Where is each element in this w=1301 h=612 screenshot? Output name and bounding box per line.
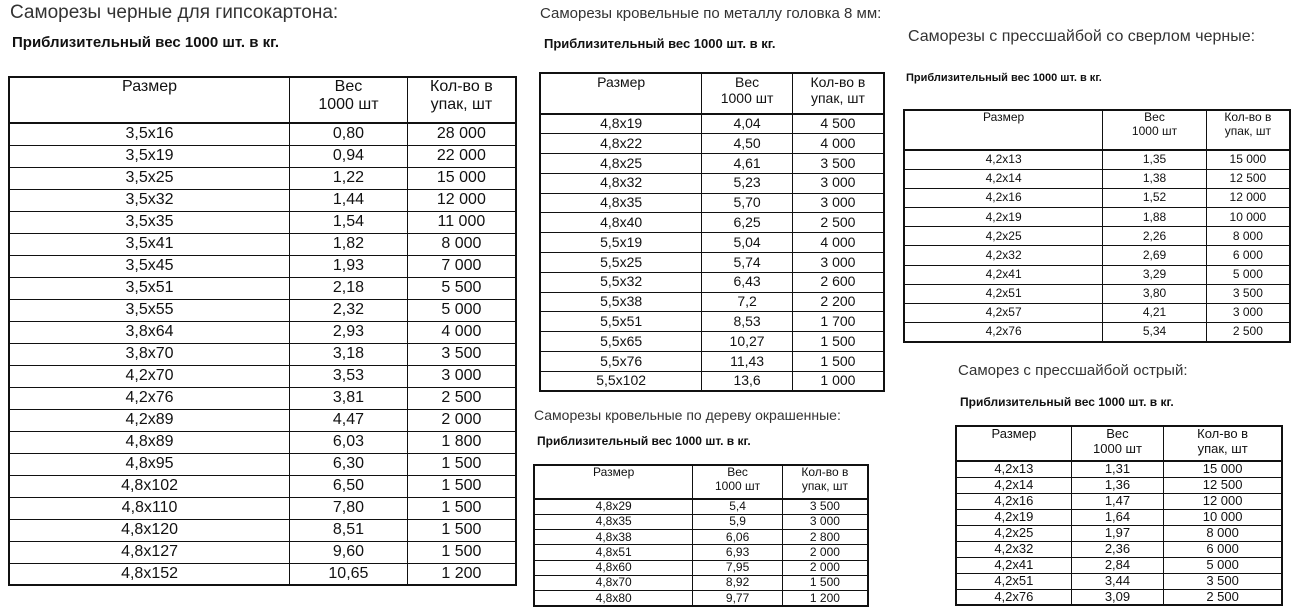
pack-quantity-cell: 2 000 bbox=[782, 560, 868, 575]
table-row bbox=[9, 431, 516, 453]
size-cell: 5,5x76 bbox=[540, 352, 702, 372]
table-row bbox=[9, 189, 516, 211]
size-cell: 4,2x19 bbox=[956, 509, 1071, 525]
pack-quantity-cell: 4 000 bbox=[792, 233, 884, 253]
pack-quantity-cell: 5 000 bbox=[1164, 557, 1282, 573]
pack-quantity-cell: 15 000 bbox=[1206, 150, 1290, 169]
size-cell: 4,8x60 bbox=[534, 560, 693, 575]
size-cell: 4,2x25 bbox=[956, 525, 1071, 541]
size-cell: 4,8x70 bbox=[534, 575, 693, 590]
weight-cell: 5,9 bbox=[693, 514, 783, 529]
size-cell: 5,5x65 bbox=[540, 332, 702, 352]
table-row bbox=[904, 208, 1290, 227]
pack-quantity-cell: 15 000 bbox=[1164, 461, 1282, 477]
pack-quantity-cell: 10 000 bbox=[1206, 208, 1290, 227]
pack-quantity-cell: 5 000 bbox=[1206, 265, 1290, 284]
weight-cell: 5,23 bbox=[702, 173, 793, 193]
size-cell: 4,8x127 bbox=[9, 541, 290, 563]
pack-quantity-cell: 12 000 bbox=[1206, 188, 1290, 207]
size-cell: 4,2x14 bbox=[904, 169, 1103, 188]
weight-cell: 1,38 bbox=[1103, 169, 1207, 188]
pack-quantity-cell: 1 500 bbox=[792, 352, 884, 372]
size-cell: 4,8x89 bbox=[9, 431, 290, 453]
weight-cell: 4,50 bbox=[702, 134, 793, 154]
size-cell: 4,2x41 bbox=[956, 557, 1071, 573]
size-cell: 5,5x32 bbox=[540, 272, 702, 292]
weight-header: Вес 1000 шт bbox=[290, 77, 408, 123]
size-cell: 4,2x76 bbox=[9, 387, 290, 409]
table-row bbox=[9, 343, 516, 365]
weight-cell: 3,81 bbox=[290, 387, 408, 409]
pack-quantity-cell: 1 800 bbox=[407, 431, 516, 453]
pack-quantity-cell: 3 500 bbox=[1164, 573, 1282, 589]
table-row bbox=[534, 575, 868, 590]
weight-cell: 4,61 bbox=[702, 154, 793, 174]
pack-quantity-cell: 4 000 bbox=[407, 321, 516, 343]
table-row bbox=[956, 589, 1282, 605]
table-row bbox=[9, 299, 516, 321]
weight-header: Вес 1000 шт bbox=[702, 73, 793, 114]
pack-quantity-cell: 3 000 bbox=[782, 514, 868, 529]
roofing-wood-screws-subtitle: Приблизительный вес 1000 шт. в кг. bbox=[537, 434, 751, 448]
weight-cell: 10,65 bbox=[290, 563, 408, 585]
pack-quantity-cell: 3 000 bbox=[1206, 304, 1290, 323]
size-cell: 5,5x25 bbox=[540, 253, 702, 273]
size-cell: 4,8x95 bbox=[9, 453, 290, 475]
size-cell: 4,2x13 bbox=[956, 461, 1071, 477]
pack-quantity-cell: 5 000 bbox=[407, 299, 516, 321]
size-header: Размер bbox=[534, 465, 693, 499]
pack-quantity-cell: 3 000 bbox=[792, 173, 884, 193]
pack-quantity-cell: 3 500 bbox=[782, 499, 868, 514]
table-row bbox=[540, 134, 884, 154]
size-cell: 4,8x120 bbox=[9, 519, 290, 541]
table-row bbox=[9, 365, 516, 387]
table-row bbox=[540, 292, 884, 312]
pack-quantity-cell: 11 000 bbox=[407, 211, 516, 233]
size-cell: 4,2x32 bbox=[956, 541, 1071, 557]
size-cell: 4,8x80 bbox=[534, 591, 693, 606]
table-row bbox=[9, 387, 516, 409]
weight-cell: 7,95 bbox=[693, 560, 783, 575]
table-row bbox=[9, 519, 516, 541]
table-row bbox=[9, 145, 516, 167]
pack-quantity-cell: 6 000 bbox=[1206, 246, 1290, 265]
header-row bbox=[9, 77, 516, 123]
header-row bbox=[956, 426, 1282, 461]
weight-cell: 13,6 bbox=[702, 371, 793, 391]
table-row bbox=[904, 304, 1290, 323]
weight-cell: 2,32 bbox=[290, 299, 408, 321]
weight-cell: 8,92 bbox=[693, 575, 783, 590]
table-row bbox=[9, 409, 516, 431]
roofing-wood-screws-title: Саморезы кровельные по дереву окрашенные: bbox=[534, 407, 841, 423]
size-cell: 4,8x40 bbox=[540, 213, 702, 233]
weight-cell: 1,35 bbox=[1103, 150, 1207, 169]
table-row bbox=[904, 169, 1290, 188]
size-cell: 4,8x35 bbox=[540, 193, 702, 213]
weight-header: Вес 1000 шт bbox=[1071, 426, 1164, 461]
size-cell: 4,8x35 bbox=[534, 514, 693, 529]
pack-quantity-cell: 5 500 bbox=[407, 277, 516, 299]
size-header: Размер bbox=[9, 77, 290, 123]
weight-cell: 2,18 bbox=[290, 277, 408, 299]
pack-quantity-cell: 4 000 bbox=[792, 134, 884, 154]
table-row bbox=[956, 493, 1282, 509]
header-row bbox=[904, 110, 1290, 150]
weight-cell: 3,18 bbox=[290, 343, 408, 365]
weight-cell: 3,80 bbox=[1103, 284, 1207, 303]
pack-quantity-cell: 1 700 bbox=[792, 312, 884, 332]
weight-cell: 6,03 bbox=[290, 431, 408, 453]
size-cell: 4,8x25 bbox=[540, 154, 702, 174]
pack-quantity-cell: 12 500 bbox=[1164, 477, 1282, 493]
press-washer-drill-screws-table bbox=[903, 109, 1291, 343]
pack-quantity-cell: 2 000 bbox=[782, 545, 868, 560]
weight-cell: 7,2 bbox=[702, 292, 793, 312]
size-cell: 4,2x57 bbox=[904, 304, 1103, 323]
weight-cell: 1,47 bbox=[1071, 493, 1164, 509]
pack-quantity-cell: 2 500 bbox=[407, 387, 516, 409]
table-row bbox=[904, 265, 1290, 284]
table-row bbox=[9, 123, 516, 145]
table-row bbox=[534, 560, 868, 575]
size-cell: 3,5x25 bbox=[9, 167, 290, 189]
press-washer-drill-screws-subtitle: Приблизительный вес 1000 шт. в кг. bbox=[906, 72, 1102, 84]
weight-cell: 1,93 bbox=[290, 255, 408, 277]
weight-cell: 6,43 bbox=[702, 272, 793, 292]
weight-cell: 4,21 bbox=[1103, 304, 1207, 323]
size-cell: 4,8x51 bbox=[534, 545, 693, 560]
table-row bbox=[9, 541, 516, 563]
size-cell: 4,2x19 bbox=[904, 208, 1103, 227]
weight-cell: 9,77 bbox=[693, 591, 783, 606]
table-row bbox=[534, 514, 868, 529]
size-cell: 4,8x102 bbox=[9, 475, 290, 497]
weight-cell: 1,44 bbox=[290, 189, 408, 211]
size-cell: 4,8x19 bbox=[540, 114, 702, 134]
weight-cell: 5,4 bbox=[693, 499, 783, 514]
pack-quantity-cell: 22 000 bbox=[407, 145, 516, 167]
size-cell: 5,5x19 bbox=[540, 233, 702, 253]
weight-cell: 1,82 bbox=[290, 233, 408, 255]
pack-quantity-cell: 2 600 bbox=[792, 272, 884, 292]
pack-quantity-cell: 1 200 bbox=[407, 563, 516, 585]
size-cell: 4,8x110 bbox=[9, 497, 290, 519]
pack-quantity-header: Кол-во в упак, шт bbox=[1164, 426, 1282, 461]
press-washer-sharp-screws-title: Саморез с прессшайбой острый: bbox=[958, 362, 1188, 379]
weight-cell: 1,22 bbox=[290, 167, 408, 189]
pack-quantity-cell: 28 000 bbox=[407, 123, 516, 145]
size-cell: 4,2x89 bbox=[9, 409, 290, 431]
pack-quantity-cell: 8 000 bbox=[1206, 227, 1290, 246]
press-washer-sharp-screws-table bbox=[955, 425, 1283, 606]
table-row bbox=[904, 150, 1290, 169]
table-row bbox=[904, 284, 1290, 303]
weight-cell: 2,69 bbox=[1103, 246, 1207, 265]
pack-quantity-cell: 1 500 bbox=[407, 541, 516, 563]
weight-cell: 1,64 bbox=[1071, 509, 1164, 525]
size-cell: 5,5x38 bbox=[540, 292, 702, 312]
size-cell: 3,5x35 bbox=[9, 211, 290, 233]
table-row bbox=[956, 509, 1282, 525]
table-row bbox=[9, 255, 516, 277]
header-row bbox=[534, 465, 868, 499]
weight-cell: 9,60 bbox=[290, 541, 408, 563]
roofing-metal-screws-table bbox=[539, 72, 885, 392]
table-row bbox=[9, 321, 516, 343]
pack-quantity-cell: 2 800 bbox=[782, 530, 868, 545]
table-row bbox=[540, 193, 884, 213]
table-row bbox=[904, 188, 1290, 207]
table-row bbox=[534, 545, 868, 560]
size-cell: 4,2x14 bbox=[956, 477, 1071, 493]
weight-cell: 3,09 bbox=[1071, 589, 1164, 605]
size-cell: 5,5x51 bbox=[540, 312, 702, 332]
table-row bbox=[9, 233, 516, 255]
weight-cell: 2,93 bbox=[290, 321, 408, 343]
pack-quantity-header: Кол-во в упак, шт bbox=[1206, 110, 1290, 150]
weight-cell: 3,53 bbox=[290, 365, 408, 387]
weight-cell: 1,88 bbox=[1103, 208, 1207, 227]
table-row bbox=[534, 499, 868, 514]
press-washer-drill-screws-title: Саморезы с прессшайбой со сверлом черные: bbox=[908, 28, 1256, 45]
roofing-metal-screws-title: Саморезы кровельные по металлу головка 8 мм: bbox=[540, 5, 882, 22]
size-cell: 4,2x16 bbox=[904, 188, 1103, 207]
weight-cell: 7,80 bbox=[290, 497, 408, 519]
weight-cell: 1,31 bbox=[1071, 461, 1164, 477]
drywall-screws-title: Саморезы черные для гипсокартона: bbox=[10, 2, 339, 23]
table-row bbox=[956, 461, 1282, 477]
pack-quantity-cell: 10 000 bbox=[1164, 509, 1282, 525]
weight-cell: 2,36 bbox=[1071, 541, 1164, 557]
table-row bbox=[534, 591, 868, 606]
pack-quantity-cell: 1 500 bbox=[792, 332, 884, 352]
size-header: Размер bbox=[540, 73, 702, 114]
weight-cell: 8,53 bbox=[702, 312, 793, 332]
size-cell: 4,2x32 bbox=[904, 246, 1103, 265]
pack-quantity-cell: 1 500 bbox=[407, 475, 516, 497]
size-cell: 4,8x29 bbox=[534, 499, 693, 514]
size-cell: 4,8x152 bbox=[9, 563, 290, 585]
pack-quantity-cell: 3 500 bbox=[407, 343, 516, 365]
pack-quantity-cell: 1 500 bbox=[407, 497, 516, 519]
weight-cell: 0,80 bbox=[290, 123, 408, 145]
weight-cell: 1,52 bbox=[1103, 188, 1207, 207]
weight-cell: 5,34 bbox=[1103, 323, 1207, 342]
pack-quantity-cell: 2 000 bbox=[407, 409, 516, 431]
size-cell: 5,5x102 bbox=[540, 371, 702, 391]
pack-quantity-cell: 1 200 bbox=[782, 591, 868, 606]
weight-cell: 6,93 bbox=[693, 545, 783, 560]
size-cell: 4,8x32 bbox=[540, 173, 702, 193]
table-row bbox=[540, 213, 884, 233]
weight-cell: 2,26 bbox=[1103, 227, 1207, 246]
pack-quantity-header: Кол-во в упак, шт bbox=[782, 465, 868, 499]
weight-cell: 10,27 bbox=[702, 332, 793, 352]
table-row bbox=[9, 497, 516, 519]
table-row bbox=[534, 530, 868, 545]
pack-quantity-header: Кол-во в упак, шт bbox=[792, 73, 884, 114]
weight-cell: 1,36 bbox=[1071, 477, 1164, 493]
pack-quantity-cell: 4 500 bbox=[792, 114, 884, 134]
pack-quantity-cell: 1 000 bbox=[792, 371, 884, 391]
pack-quantity-cell: 3 000 bbox=[407, 365, 516, 387]
pack-quantity-cell: 8 000 bbox=[1164, 525, 1282, 541]
weight-header: Вес 1000 шт bbox=[1103, 110, 1207, 150]
pack-quantity-cell: 7 000 bbox=[407, 255, 516, 277]
table-row bbox=[904, 246, 1290, 265]
weight-cell: 3,44 bbox=[1071, 573, 1164, 589]
size-cell: 4,8x22 bbox=[540, 134, 702, 154]
table-row bbox=[540, 114, 884, 134]
pack-quantity-cell: 12 000 bbox=[407, 189, 516, 211]
drywall-screws-subtitle: Приблизительный вес 1000 шт. в кг. bbox=[12, 34, 280, 51]
table-row bbox=[9, 563, 516, 585]
press-washer-sharp-screws-subtitle: Приблизительный вес 1000 шт. в кг. bbox=[960, 395, 1174, 409]
table-row bbox=[540, 253, 884, 273]
weight-cell: 11,43 bbox=[702, 352, 793, 372]
table-row bbox=[540, 154, 884, 174]
size-cell: 3,5x45 bbox=[9, 255, 290, 277]
size-cell: 3,8x70 bbox=[9, 343, 290, 365]
pack-quantity-cell: 2 500 bbox=[1206, 323, 1290, 342]
table-row bbox=[9, 453, 516, 475]
table-row bbox=[540, 173, 884, 193]
pack-quantity-cell: 2 200 bbox=[792, 292, 884, 312]
weight-cell: 4,47 bbox=[290, 409, 408, 431]
table-row bbox=[9, 211, 516, 233]
table-row bbox=[904, 227, 1290, 246]
weight-cell: 3,29 bbox=[1103, 265, 1207, 284]
table-row bbox=[540, 352, 884, 372]
pack-quantity-cell: 2 500 bbox=[1164, 589, 1282, 605]
size-cell: 4,2x41 bbox=[904, 265, 1103, 284]
size-cell: 4,2x51 bbox=[956, 573, 1071, 589]
pack-quantity-cell: 3 500 bbox=[1206, 284, 1290, 303]
table-row bbox=[9, 167, 516, 189]
weight-cell: 6,25 bbox=[702, 213, 793, 233]
pack-quantity-header: Кол-во в упак, шт bbox=[407, 77, 516, 123]
pack-quantity-cell: 3 500 bbox=[792, 154, 884, 174]
size-cell: 3,5x55 bbox=[9, 299, 290, 321]
size-cell: 4,2x76 bbox=[956, 589, 1071, 605]
weight-header: Вес 1000 шт bbox=[693, 465, 783, 499]
roofing-metal-screws-subtitle: Приблизительный вес 1000 шт. в кг. bbox=[544, 36, 776, 51]
weight-cell: 5,74 bbox=[702, 253, 793, 273]
weight-cell: 6,50 bbox=[290, 475, 408, 497]
table-row bbox=[956, 541, 1282, 557]
table-row bbox=[956, 525, 1282, 541]
drywall-screws-table bbox=[8, 76, 517, 586]
pack-quantity-cell: 1 500 bbox=[407, 519, 516, 541]
weight-cell: 6,06 bbox=[693, 530, 783, 545]
table-row bbox=[904, 323, 1290, 342]
pack-quantity-cell: 12 500 bbox=[1206, 169, 1290, 188]
size-cell: 4,2x25 bbox=[904, 227, 1103, 246]
size-cell: 3,5x32 bbox=[9, 189, 290, 211]
table-row bbox=[956, 557, 1282, 573]
weight-cell: 5,70 bbox=[702, 193, 793, 213]
weight-cell: 8,51 bbox=[290, 519, 408, 541]
size-cell: 4,2x51 bbox=[904, 284, 1103, 303]
weight-cell: 1,97 bbox=[1071, 525, 1164, 541]
table-row bbox=[540, 332, 884, 352]
table-row bbox=[956, 477, 1282, 493]
size-cell: 4,2x76 bbox=[904, 323, 1103, 342]
pack-quantity-cell: 15 000 bbox=[407, 167, 516, 189]
pack-quantity-cell: 1 500 bbox=[782, 575, 868, 590]
header-row bbox=[540, 73, 884, 114]
size-cell: 4,2x70 bbox=[9, 365, 290, 387]
weight-cell: 0,94 bbox=[290, 145, 408, 167]
roofing-wood-screws-table bbox=[533, 464, 869, 607]
size-cell: 3,5x41 bbox=[9, 233, 290, 255]
size-cell: 4,2x16 bbox=[956, 493, 1071, 509]
pack-quantity-cell: 3 000 bbox=[792, 193, 884, 213]
size-cell: 3,5x19 bbox=[9, 145, 290, 167]
table-row bbox=[540, 272, 884, 292]
table-row bbox=[540, 312, 884, 332]
size-header: Размер bbox=[956, 426, 1071, 461]
table-row bbox=[9, 475, 516, 497]
table-row bbox=[540, 371, 884, 391]
table-row bbox=[956, 573, 1282, 589]
pack-quantity-cell: 2 500 bbox=[792, 213, 884, 233]
size-header: Размер bbox=[904, 110, 1103, 150]
size-cell: 4,2x13 bbox=[904, 150, 1103, 169]
weight-cell: 5,04 bbox=[702, 233, 793, 253]
pack-quantity-cell: 3 000 bbox=[792, 253, 884, 273]
pack-quantity-cell: 8 000 bbox=[407, 233, 516, 255]
weight-cell: 6,30 bbox=[290, 453, 408, 475]
weight-cell: 2,84 bbox=[1071, 557, 1164, 573]
weight-cell: 1,54 bbox=[290, 211, 408, 233]
pack-quantity-cell: 6 000 bbox=[1164, 541, 1282, 557]
pack-quantity-cell: 12 000 bbox=[1164, 493, 1282, 509]
table-row bbox=[540, 233, 884, 253]
size-cell: 3,8x64 bbox=[9, 321, 290, 343]
pack-quantity-cell: 1 500 bbox=[407, 453, 516, 475]
size-cell: 3,5x51 bbox=[9, 277, 290, 299]
size-cell: 3,5x16 bbox=[9, 123, 290, 145]
size-cell: 4,8x38 bbox=[534, 530, 693, 545]
weight-cell: 4,04 bbox=[702, 114, 793, 134]
table-row bbox=[9, 277, 516, 299]
